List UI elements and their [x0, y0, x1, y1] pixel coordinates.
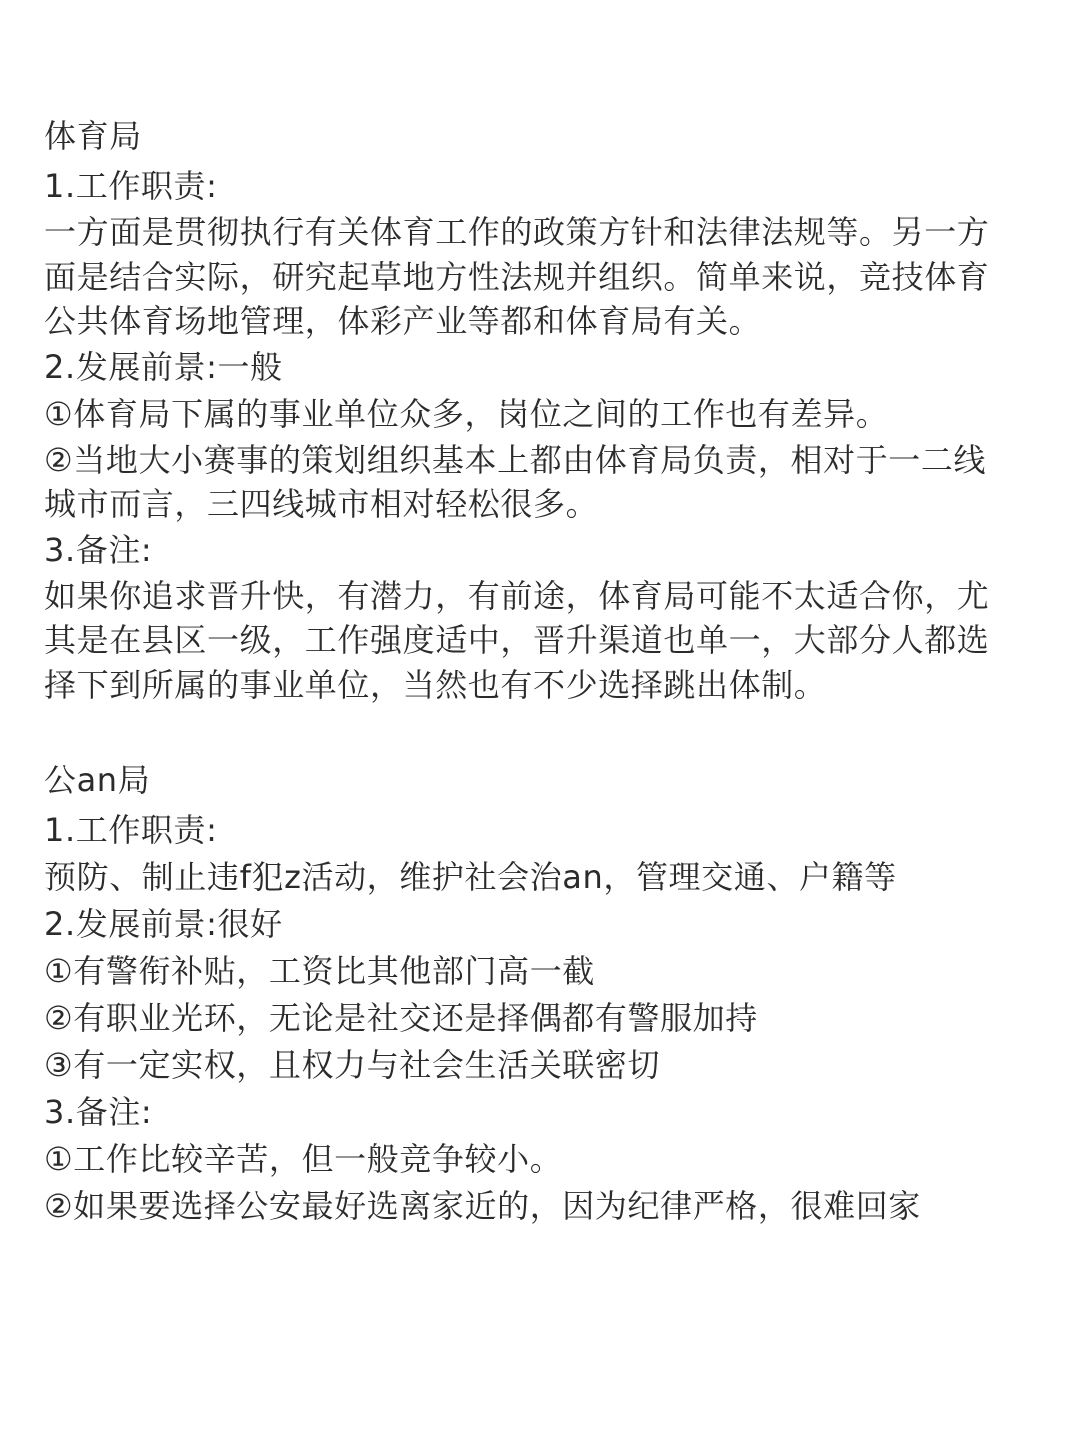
prospect-item: [44, 438, 1044, 527]
paragraph-line: 择下到所属的事业单位，当然也有不少选择跳出体制。: [44, 665, 827, 704]
paragraph-line: 面是结合实际，研究起草地方性法规并组织。简单来说，竞技体育: [44, 257, 990, 296]
paragraph-line: 公共体育场地管理，体彩产业等都和体育局有关。: [44, 302, 762, 340]
document-page: [44, 113, 1044, 1230]
section-public-security-bureau: [44, 757, 1044, 1230]
paragraph-line: 其是在县区一级，工作强度适中，晋升渠道也单一，大部分人都选: [44, 621, 990, 659]
heading-prospects: 2.发展前景:一般: [44, 347, 283, 386]
section-title: 体育局: [44, 117, 142, 155]
section-sports-bureau: [44, 113, 1044, 707]
prospect-item: ①体育局下属的事业单位众多，岗位之间的工作也有差异。: [44, 394, 889, 433]
prospect-item: ②有职业光环，无论是社交还是择偶都有警服加持: [44, 999, 758, 1037]
heading-notes: 3.备注:: [44, 1093, 153, 1131]
note-item: ②如果要选择公安最好选离家近的，因为纪律严格，很难回家: [44, 1187, 921, 1225]
prospect-item: ①有警衔补贴，工资比其他部门高一截: [44, 952, 595, 990]
paragraph-line: ②当地大小赛事的策划组织基本上都由体育局负责，相对于一二线: [44, 440, 987, 479]
prospect-item: ③有一定实权，且权力与社会生活关联密切: [44, 1046, 661, 1084]
notes-paragraph: [44, 574, 1044, 708]
note-item: ①工作比较辛苦，但一般竞争较小。: [44, 1140, 563, 1178]
heading-duties: 1.工作职责:: [44, 167, 218, 205]
section-title: 公an局: [44, 761, 151, 799]
paragraph-line: 如果你追求晋升快，有潜力，有前途，体育局可能不太适合你，尤: [44, 576, 990, 615]
duties-paragraph: [44, 210, 1044, 344]
paragraph-line: 一方面是贯彻执行有关体育工作的政策方针和法律法规等。另一方: [44, 213, 990, 251]
heading-duties: 1.工作职责:: [44, 811, 218, 849]
heading-notes: 3.备注:: [44, 530, 153, 569]
paragraph-line: 城市而言，三四线城市相对轻松很多。: [44, 485, 599, 523]
heading-prospects: 2.发展前景:很好: [44, 905, 283, 943]
duties-text: 预防、制止违f犯z活动，维护社会治an，管理交通、户籍等: [44, 858, 897, 896]
